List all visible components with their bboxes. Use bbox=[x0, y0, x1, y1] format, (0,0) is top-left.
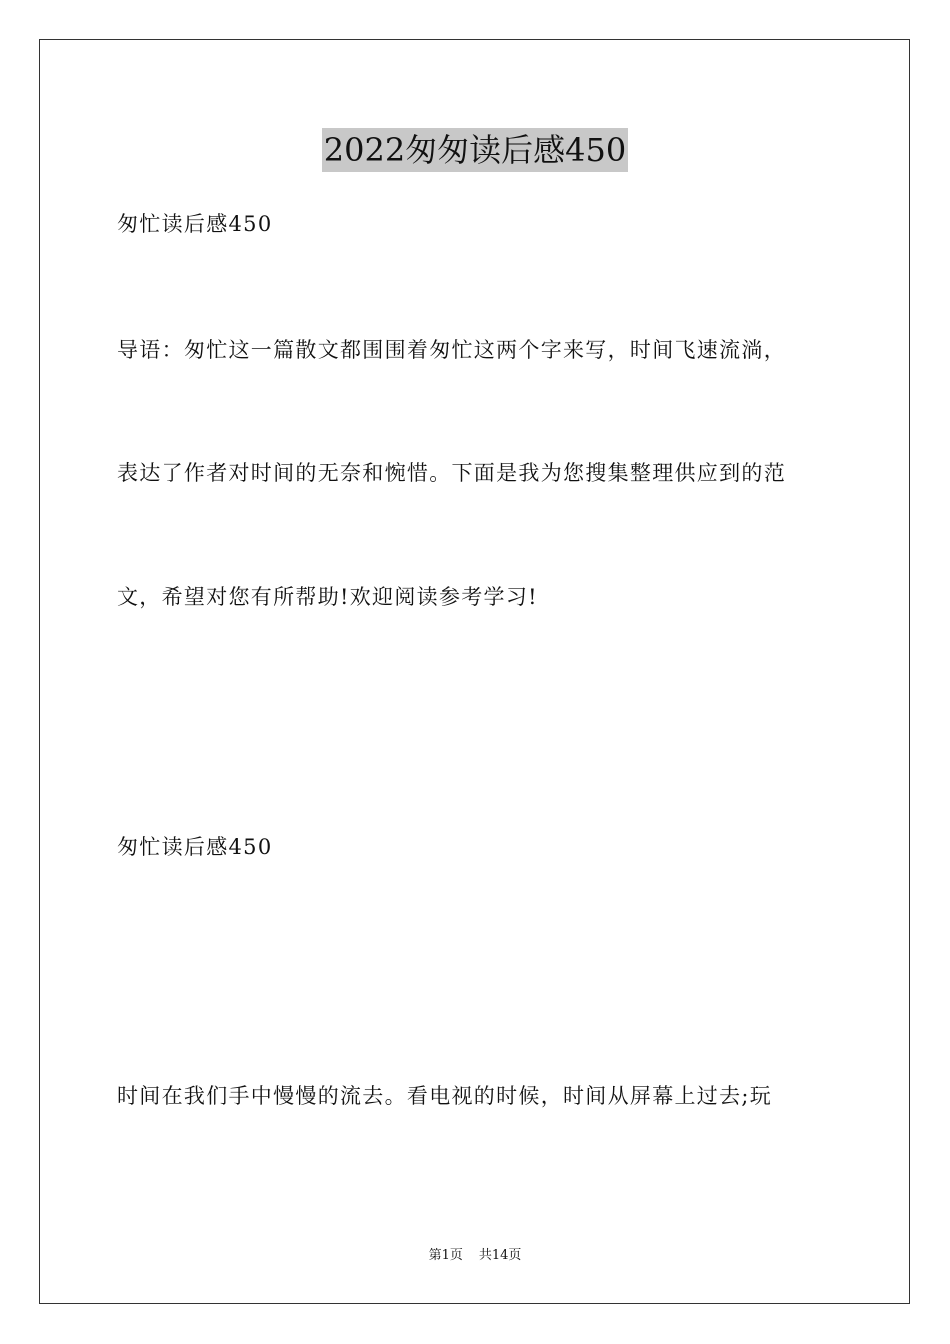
paragraph-line: 时间在我们手中慢慢的流去。看电视的时候，时间从屏幕上过去;玩 bbox=[117, 1084, 773, 1108]
paragraph-line: 文，希望对您有所帮助!欢迎阅读参考学习! bbox=[117, 585, 538, 609]
document-title-text: 2022匆匆读后感450 bbox=[322, 128, 629, 172]
section-heading: 匆忙读后感450 bbox=[117, 835, 273, 859]
total-pages: 共14页 bbox=[478, 1248, 522, 1263]
subtitle-line: 匆忙读后感450 bbox=[117, 212, 273, 236]
paragraph-line: 导语：匆忙这一篇散文都围围着匆忙这两个字来写，时间飞速流淌， bbox=[117, 338, 786, 362]
document-title bbox=[0, 128, 950, 178]
page-footer bbox=[0, 1247, 950, 1265]
paragraph-line: 表达了作者对时间的无奈和惋惜。下面是我为您搜集整理供应到的范 bbox=[117, 461, 786, 485]
page-number: 第1页 bbox=[428, 1248, 463, 1263]
